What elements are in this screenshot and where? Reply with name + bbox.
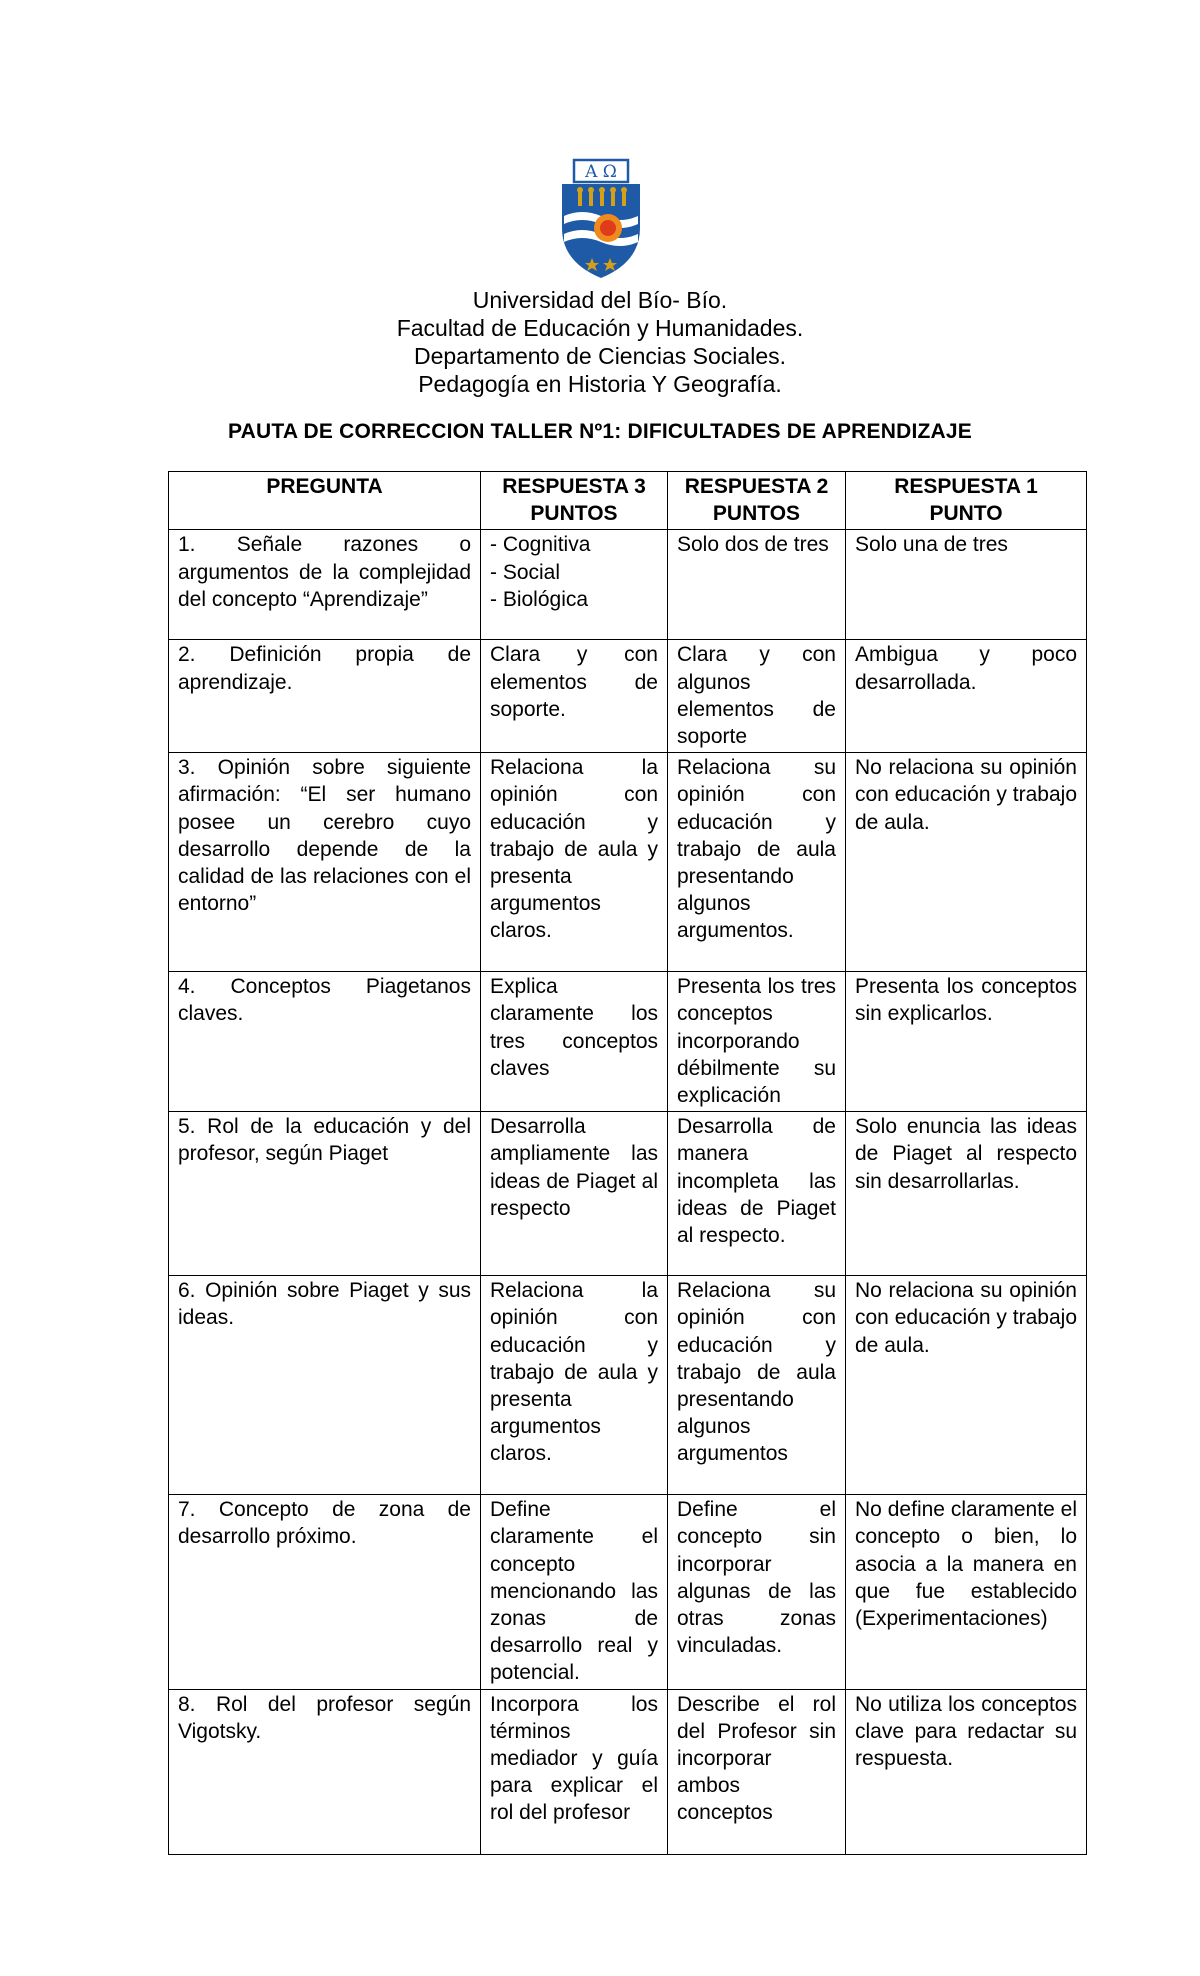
table-row [169,1276,1087,1495]
respuesta-3-cell: Desarrolla ampliamente las ideas de Piaget al respecto [481,1112,668,1276]
respuesta-3-cell: Define claramente el concepto mencionando las zonas de desarrollo real y potencial. [481,1495,668,1689]
respuesta-3-cell: Relaciona la opinión con educación y trabajo de aula y presenta argumentos claros. [481,1276,668,1495]
respuesta-3-line: - Biológica [490,587,589,611]
respuesta-2-cell: Define el concepto sin incorporar algunas de las otras zonas vinculadas. [668,1495,846,1689]
respuesta-3-line: - Social [490,560,561,584]
respuesta-3-cell [481,530,668,640]
header-respuesta-3: RESPUESTA 3 PUNTOS [481,472,668,530]
respuesta-1-cell: No relaciona su opinión con educación y trabajo de aula. [846,1276,1087,1495]
pregunta-cell: 6. Opinión sobre Piaget y sus ideas. [169,1276,481,1495]
university-crest-icon [560,158,642,280]
program-name: Pedagogía en Historia Y Geografía. [418,371,782,397]
respuesta-2-cell: Relaciona su opinión con educación y trabajo de aula presentando algunos argumentos [668,1276,846,1495]
respuesta-3-cell: Clara y con elementos de soporte. [481,640,668,753]
pregunta-cell: 8. Rol del profesor según Vigotsky. [169,1689,481,1854]
respuesta-3-cell: Relaciona la opinión con educación y trabajo de aula y presenta argumentos claros. [481,753,668,972]
respuesta-1-cell: No relaciona su opinión con educación y trabajo de aula. [846,753,1087,972]
university-name: Universidad del Bío- Bío. [472,287,728,313]
pregunta-cell: 3. Opinión sobre siguiente afirmación: “El ser humano posee un cerebro cuyo desarrollo depende de la calidad de las relaciones con el entorno” [169,753,481,972]
table-row [169,530,1087,640]
respuesta-1-cell: No define claramente el concepto o bien, lo asocia a la manera en que fue establecido (Experimentaciones) [846,1495,1087,1689]
crest-letters: A Ω [585,162,617,182]
respuesta-2-cell: Desarrolla de manera incompleta las ideas de Piaget al respecto. [668,1112,846,1276]
rubric-table [168,471,1087,1855]
respuesta-3-line: - Cognitiva [490,533,591,557]
respuesta-2-cell: Presenta los tres conceptos incorporando débilmente su explicación [668,972,846,1112]
table-row [169,753,1087,972]
respuesta-1-cell: Solo enuncia las ideas de Piaget al respecto sin desarrollarlas. [846,1112,1087,1276]
pregunta-cell: 5. Rol de la educación y del profesor, según Piaget [169,1112,481,1276]
table-header-row [169,472,1087,530]
table-row [169,972,1087,1112]
table-row [169,1495,1087,1689]
respuesta-3-cell: Explica claramente los tres conceptos claves [481,972,668,1112]
table-row [169,1112,1087,1276]
pregunta-cell: 1. Señale razones o argumentos de la complejidad del concepto “Aprendizaje” [169,530,481,640]
document-title: PAUTA DE CORRECCION TALLER Nº1: DIFICULTADES DE APRENDIZAJE [228,420,972,443]
pregunta-cell: 2. Definición propia de aprendizaje. [169,640,481,753]
institution-header [0,286,1200,398]
table-row [169,640,1087,753]
respuesta-1-cell: Ambigua y poco desarrollada. [846,640,1087,753]
respuesta-2-cell: Solo dos de tres [668,530,846,640]
respuesta-1-cell: No utiliza los conceptos clave para redactar su respuesta. [846,1689,1087,1854]
respuesta-2-cell: Relaciona su opinión con educación y trabajo de aula presentando algunos argumentos. [668,753,846,972]
pregunta-cell: 4. Conceptos Piagetanos claves. [169,972,481,1112]
respuesta-2-cell: Clara y con algunos elementos de soporte [668,640,846,753]
respuesta-3-cell: Incorpora los términos mediador y guía para explicar el rol del profesor [481,1689,668,1854]
respuesta-2-cell: Describe el rol del Profesor sin incorporar ambos conceptos [668,1689,846,1854]
respuesta-1-cell: Solo una de tres [846,530,1087,640]
respuesta-1-cell: Presenta los conceptos sin explicarlos. [846,972,1087,1112]
table-row [169,1689,1087,1854]
department-name: Departamento de Ciencias Sociales. [413,343,787,369]
pregunta-cell: 7. Concepto de zona de desarrollo próximo. [169,1495,481,1689]
header-pregunta: PREGUNTA [169,472,481,530]
header-respuesta-2: RESPUESTA 2 PUNTOS [668,472,846,530]
header-respuesta-1: RESPUESTA 1 PUNTO [846,472,1087,530]
faculty-name: Facultad de Educación y Humanidades. [396,315,804,341]
